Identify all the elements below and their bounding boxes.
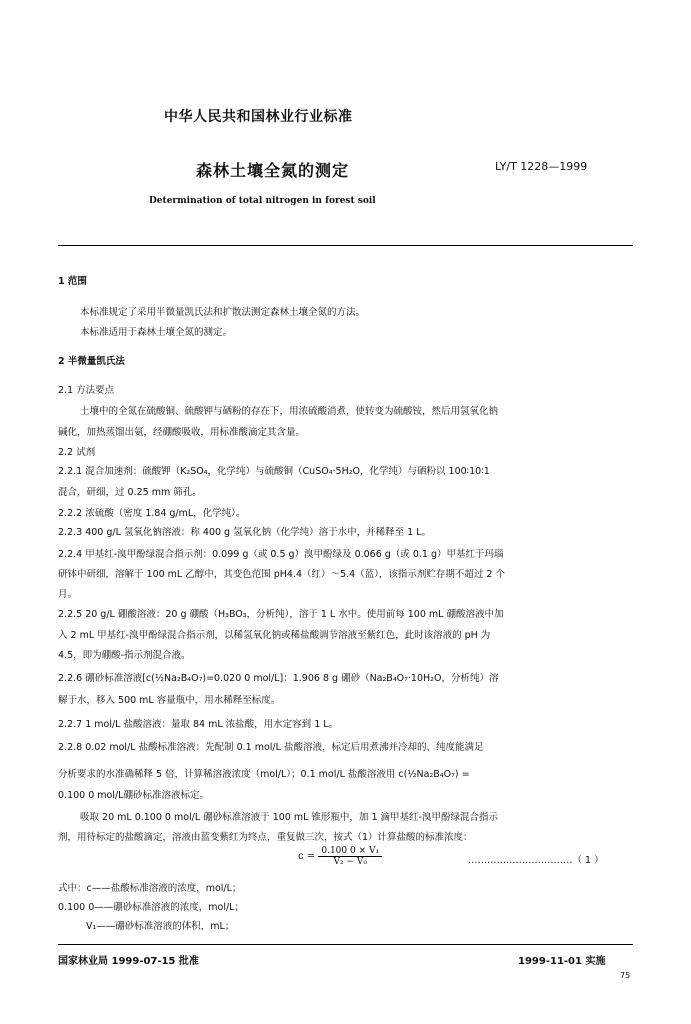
text-line: 碱化，加热蒸馏出氨，经硼酸吸收，用标准酸滴定其含量。 — [58, 427, 306, 438]
legend-line: 式中：c——盐酸标准溶液的浓度，mol/L； — [58, 883, 242, 894]
text-line: 2.1 方法要点 — [58, 385, 115, 396]
formula-numerator: 0.100 0 × V₁ — [318, 846, 382, 857]
issuing-organization: 中华人民共和国林业行业标准 — [164, 109, 353, 125]
text-line: 4.5，即为硼酸-指示剂混合液。 — [58, 650, 191, 661]
standard-number: LY/T 1228—1999 — [495, 160, 588, 173]
section-heading: 1 范围 — [58, 276, 87, 287]
footer-divider — [58, 944, 633, 945]
formula-fraction — [318, 846, 382, 867]
text-line: 月。 — [58, 589, 78, 600]
text-line: 2.2 试剂 — [58, 447, 96, 458]
text-line: 2.2.3 400 g/L 氢氧化钠溶液：称 400 g 氢氧化钠（化学纯）溶于水中，并稀释至 1 L。 — [58, 527, 431, 538]
text-line: 本标准适用于森林土壤全氮的测定。 — [80, 327, 233, 338]
formula-denominator: V₂ − V₀ — [333, 857, 367, 867]
text-line: 本标准规定了采用半微量凯氏法和扩散法测定森林土壤全氮的方法。 — [80, 307, 366, 318]
text-line: 吸取 20 mL 0.100 0 mol/L 硼砂标准溶液于 100 mL 锥形瓶中，加 1 滴甲基红-溴甲酚绿混合指示 — [80, 812, 498, 823]
legend-line: 0.100 0——硼砂标准溶液的浓度，mol/L； — [58, 902, 244, 913]
english-title: Determination of total nitrogen in forest soil — [149, 196, 376, 206]
text-line: 2.2.1 混合加速剂：硫酸钾（K₂SO₄，化学纯）与硫酸铜（CuSO₄·5H₂O，化学纯）与硒粉以 100∶10∶1 — [58, 466, 490, 477]
text-line: 剂，用待标定的盐酸滴定，溶液由蓝变紫红为终点，重复做三次，按式（1）计算盐酸的标准浓度： — [58, 832, 473, 843]
text-line: 土壤中的全氮在硫酸铜、硫酸钾与硒粉的存在下，用浓硫酸消煮，使转变为硫酸铵，然后用氢氧化钠 — [80, 406, 499, 417]
text-line: 0.100 0 mol/L硼砂标准溶液标定。 — [58, 790, 209, 801]
text-line: 研钵中研细，溶解于 100 mL 乙醇中，其变色范围 pH4.4（红）～5.4（蓝），该指示剂贮存期不超过 2 个 — [58, 569, 505, 580]
text-line: 2.2.6 硼砂标准溶液[c(½Na₂B₄O₇)=0.020 0 mol/L]：1.906 8 g 硼砂（Na₂B₄O₇·10H₂O，分析纯）溶 — [58, 673, 499, 684]
equation-number: ……………………………（ 1 ） — [468, 855, 604, 866]
formula-lhs: c = — [298, 851, 316, 862]
section-heading: 2 半微量凯氏法 — [58, 356, 125, 367]
approval-date: 国家林业局 1999-07-15 批准 — [58, 956, 199, 967]
text-line: 2.2.8 0.02 mol/L 盐酸标准溶液：先配制 0.1 mol/L 盐酸溶液，标定后用煮沸并冷却的、纯度能满足 — [58, 742, 484, 753]
text-line: 2.2.5 20 g/L 硼酸溶液：20 g 硼酸（H₃BO₃，分析纯），溶于 1 L 水中。使用前每 100 mL 硼酸溶液中加 — [58, 609, 504, 620]
legend-line: V₁——硼砂标准溶液的体积，mL； — [86, 921, 235, 932]
implementation-date: 1999-11-01 实施 — [518, 956, 606, 967]
text-line: 分析要求的水准确稀释 5 倍，计算稀溶液浓度（mol/L）；0.1 mol/L 盐酸溶液用 c(½Na₂B₄O₇) = — [58, 769, 470, 780]
text-line: 混合，研细，过 0.25 mm 筛孔。 — [58, 487, 202, 498]
text-line: 2.2.2 浓硫酸（密度 1.84 g/mL，化学纯）。 — [58, 508, 246, 519]
formula — [298, 846, 382, 867]
text-line: 解于水，移入 500 mL 容量瓶中，用水稀释至标度。 — [58, 695, 281, 706]
text-line: 2.2.7 1 mol/L 盐酸溶液：量取 84 mL 浓盐酸，用水定容到 1 L。 — [58, 719, 339, 730]
text-line: 入 2 mL 甲基红-溴甲酚绿混合指示剂，以稀氢氧化钠或稀盐酸调节溶液至紫红色，此时该溶液的 pH 为 — [58, 630, 491, 641]
document-title: 森林土壤全氮的测定 — [196, 161, 350, 180]
page-number: 75 — [620, 971, 631, 980]
header-divider — [58, 245, 633, 246]
text-line: 2.2.4 甲基红-溴甲酚绿混合指示剂：0.099 g（或 0.5 g）溴甲酚绿及 0.066 g（或 0.1 g）甲基红于玛瑙 — [58, 549, 504, 560]
